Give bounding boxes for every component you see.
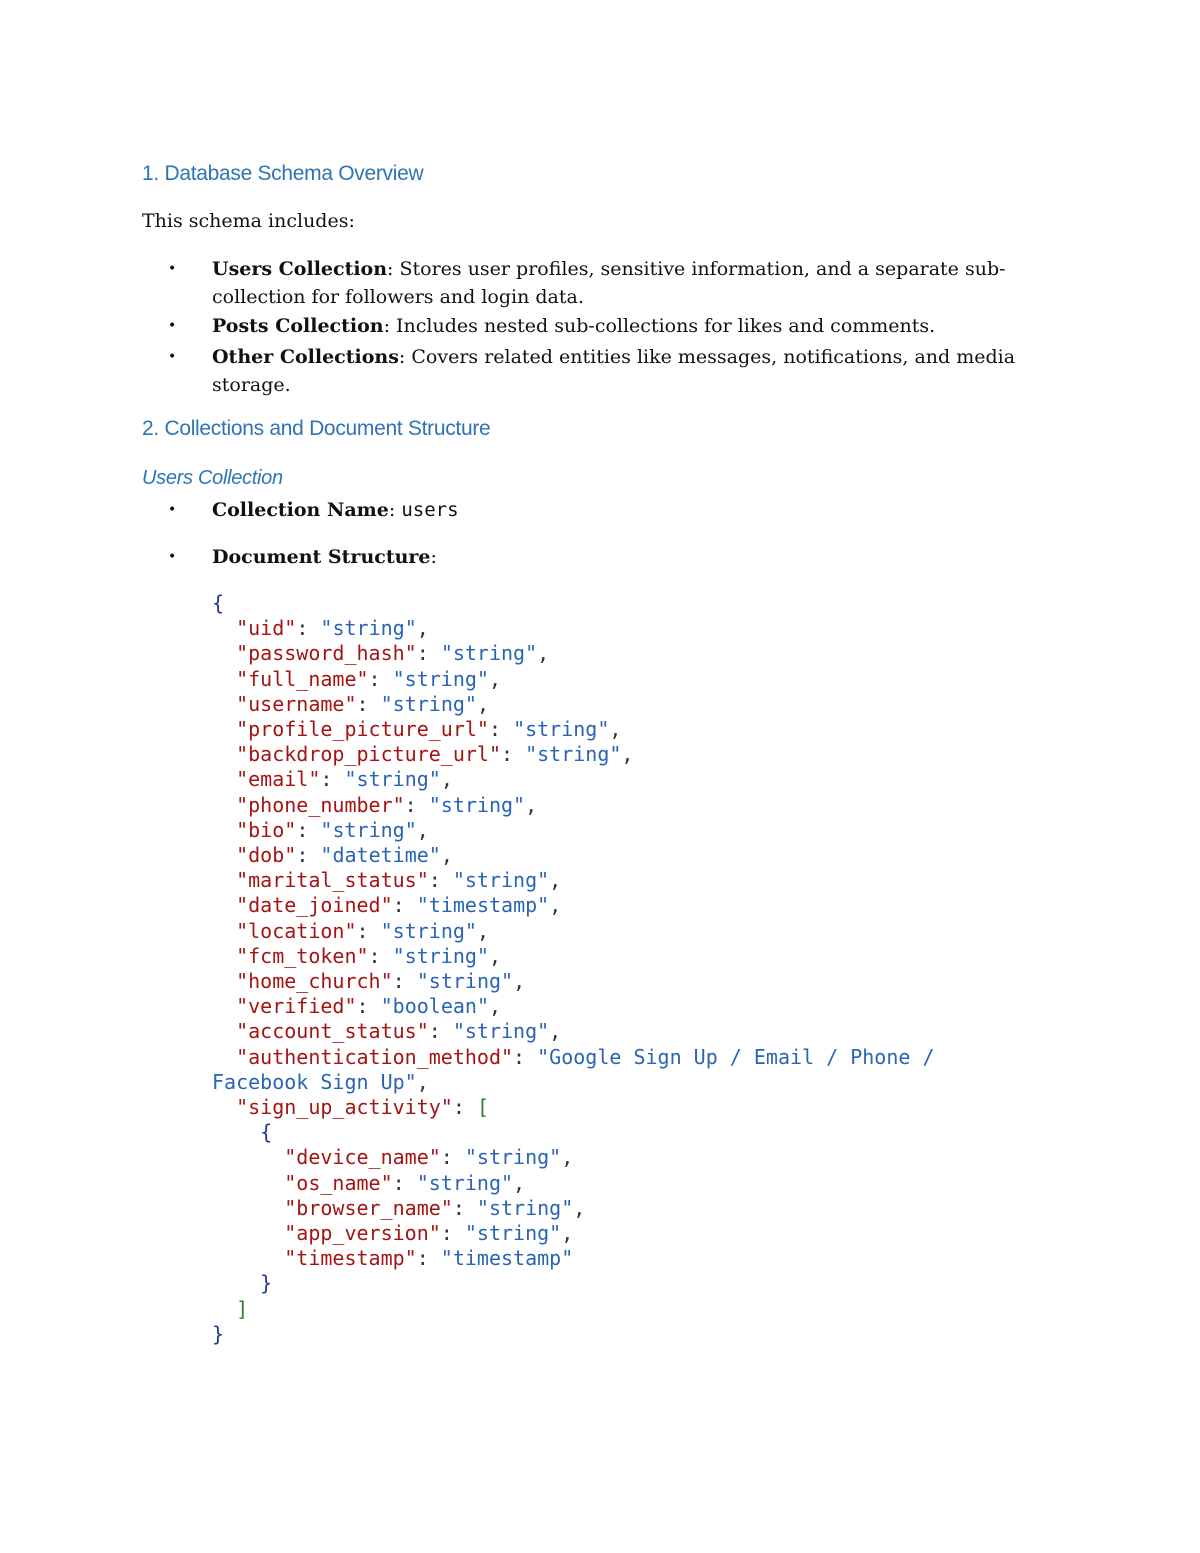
code-indent [212,1019,236,1043]
code-value: "string" [416,969,514,994]
code-comma: , [488,994,502,1019]
code-line [212,919,935,944]
code-indent [212,692,236,716]
code-indent [212,1271,260,1295]
code-indent [212,1095,236,1119]
code-line [212,717,935,742]
code-value: "Google Sign Up / Email / Phone / [537,1044,935,1069]
code-value: "string" [344,767,441,792]
code-colon: : [296,817,321,842]
bullet-collection-name [212,496,1052,524]
code-colon: : [356,918,381,943]
code-line [212,843,935,868]
code-value: "string" [416,1170,514,1195]
code-line [212,994,935,1019]
code-comma: , [416,1069,429,1094]
code-value: "string" [380,918,477,943]
code-colon: : [440,1221,465,1246]
code-line [212,944,935,969]
code-comma: , [609,717,622,742]
code-indent [212,793,236,817]
code-comma: , [513,969,526,994]
code-value: "string" [464,1145,562,1170]
code-colon: : [356,994,381,1019]
bullet-text: : Includes nested sub-collections for likes and comments. [383,315,936,337]
code-colon: : [392,969,417,994]
code-value: "string" [392,943,489,968]
code-line [212,793,935,818]
code-indent [212,1045,236,1069]
code-line [212,1120,935,1145]
code-value: "string" [428,792,526,817]
code-colon: : [416,1246,441,1271]
code-value: "string" [392,666,489,691]
bullet-users-collection [212,255,1052,311]
bullet-label: Document Structure [212,546,431,568]
code-comma: , [621,742,634,767]
code-colon: : [296,843,321,868]
code-comma: , [573,1195,586,1220]
code-comma: , [488,666,502,691]
code-line [212,1322,935,1347]
code-line [212,818,935,843]
code-line [212,1196,935,1221]
code-colon: : [356,691,381,716]
code-comma: , [476,918,489,943]
code-colon: : [368,943,393,968]
code-comma: , [525,792,538,817]
code-value: "timestamp" [440,1246,574,1271]
code-key: "fcm_token" [236,943,369,968]
code-key: "username" [236,691,357,716]
code-comma: , [476,691,489,716]
code-comma: , [513,1170,526,1195]
bullet-text: : Covers related entities like messages, notifications, and media storage. [212,346,1016,396]
code-line [212,1045,935,1070]
code-key: "date_joined" [236,893,393,918]
code-colon: : [416,641,441,666]
code-key: "profile_picture_url" [236,717,489,742]
bullet-posts-collection [212,312,1052,340]
code-key: "browser_name" [284,1195,453,1220]
code-line [212,742,935,767]
code-line [212,868,935,893]
code-comma: , [549,1019,562,1044]
code-line [212,616,935,641]
code-key: "full_name" [236,666,369,691]
code-colon: : [428,868,453,893]
code-indent [212,767,236,791]
code-line [212,692,935,717]
code-value: "timestamp" [416,893,550,918]
code-comma: , [561,1221,574,1246]
code-line [212,1095,935,1120]
code-value: Facebook Sign Up" [212,1069,417,1094]
code-bracket: ] [236,1296,249,1321]
code-line [212,1271,935,1296]
code-line [212,667,935,692]
code-comma: , [416,616,429,641]
code-line [212,1145,935,1170]
code-indent [212,893,236,917]
code-value: "string" [452,868,550,893]
code-key: "marital_status" [236,868,429,893]
code-colon: : [368,666,393,691]
code-comma: , [549,868,562,893]
code-indent [212,641,236,665]
bullet-label: Other Collections [212,346,399,368]
code-value: "string" [440,641,538,666]
code-colon: : [296,616,321,641]
code-key: "home_church" [236,969,393,994]
code-key: "backdrop_picture_url" [236,742,501,767]
collection-name-value: users [401,499,459,521]
code-indent [212,944,236,968]
code-colon: : [392,1170,417,1195]
code-brace: } [260,1271,273,1296]
code-line [212,1246,935,1271]
code-brace: { [212,591,225,615]
code-indent [212,1145,284,1169]
code-line [212,641,935,666]
code-indent [212,1196,284,1220]
code-indent [212,1221,284,1245]
code-key: "password_hash" [236,641,417,666]
code-key: "os_name" [284,1170,393,1195]
code-brace: } [212,1321,225,1346]
code-colon: : [440,1145,465,1170]
code-bracket: [ [476,1095,489,1120]
code-line [212,1221,935,1246]
code-colon: : [501,742,526,767]
code-key: "bio" [236,817,297,842]
code-colon: : [320,767,345,792]
code-indent [212,1120,260,1144]
code-brace: { [260,1120,273,1145]
code-key: "timestamp" [284,1246,417,1271]
code-line [212,591,935,616]
code-indent [212,742,236,766]
code-comma: , [537,641,550,666]
code-comma: , [561,1145,574,1170]
code-key: "location" [236,918,357,943]
heading-schema-overview: 1. Database Schema Overview [142,162,424,185]
code-indent [212,1246,284,1270]
code-value: "string" [513,717,610,742]
code-indent [212,667,236,691]
code-value: "string" [452,1019,550,1044]
code-colon: : [452,1195,477,1220]
heading-collections-structure: 2. Collections and Document Structure [142,417,491,440]
json-code-block [212,591,935,1347]
code-colon: : [392,893,417,918]
bullet-separator: : [430,546,437,568]
code-key: "account_status" [236,1019,429,1044]
bullet-label: Posts Collection [212,315,384,337]
code-line [212,969,935,994]
code-indent [212,868,236,892]
code-line [212,1019,935,1044]
code-colon: : [428,1019,453,1044]
code-key: "email" [236,767,321,792]
code-line [212,1297,935,1322]
bullet-other-collections [212,343,1052,399]
code-colon: : [513,1044,538,1069]
code-comma: , [440,843,453,868]
code-indent [212,1297,236,1321]
code-key: "device_name" [284,1145,441,1170]
code-indent [212,843,236,867]
code-colon: : [488,717,514,742]
code-value: "string" [464,1221,562,1246]
code-indent [212,818,236,842]
heading-users-collection: Users Collection [142,467,283,489]
code-indent [212,1171,284,1195]
bullet-label: Users Collection [212,258,388,280]
code-comma: , [488,943,502,968]
code-comma: , [549,893,562,918]
bullet-separator: : [388,499,402,521]
code-indent [212,969,236,993]
code-value: "string" [320,817,417,842]
code-comma: , [440,767,453,792]
code-value: "string" [476,1195,574,1220]
code-key: "verified" [236,994,357,1019]
bullet-text: : Stores user profiles, sensitive information, and a separate sub-collection for followers and login data. [212,258,1006,308]
bullet-document-structure [212,543,1052,571]
code-key: "app_version" [284,1221,441,1246]
code-key: "authentication_method" [236,1044,514,1069]
code-indent [212,919,236,943]
code-value: "string" [380,691,477,716]
code-value: "datetime" [320,843,441,868]
code-indent [212,616,236,640]
code-value: "string" [320,616,417,641]
intro-paragraph: This schema includes: [142,210,355,232]
code-colon: : [404,792,429,817]
code-line [212,893,935,918]
code-key: "phone_number" [236,792,405,817]
code-line [212,1070,935,1095]
code-indent [212,994,236,1018]
code-key: "sign_up_activity" [236,1095,453,1120]
code-line [212,767,935,792]
bullet-label: Collection Name [212,499,389,521]
code-indent [212,717,236,741]
code-value: "string" [525,742,622,767]
code-line [212,1171,935,1196]
code-value: "boolean" [380,994,489,1019]
code-key: "uid" [236,616,297,641]
code-colon: : [452,1095,477,1120]
code-key: "dob" [236,843,297,868]
code-comma: , [416,817,429,842]
